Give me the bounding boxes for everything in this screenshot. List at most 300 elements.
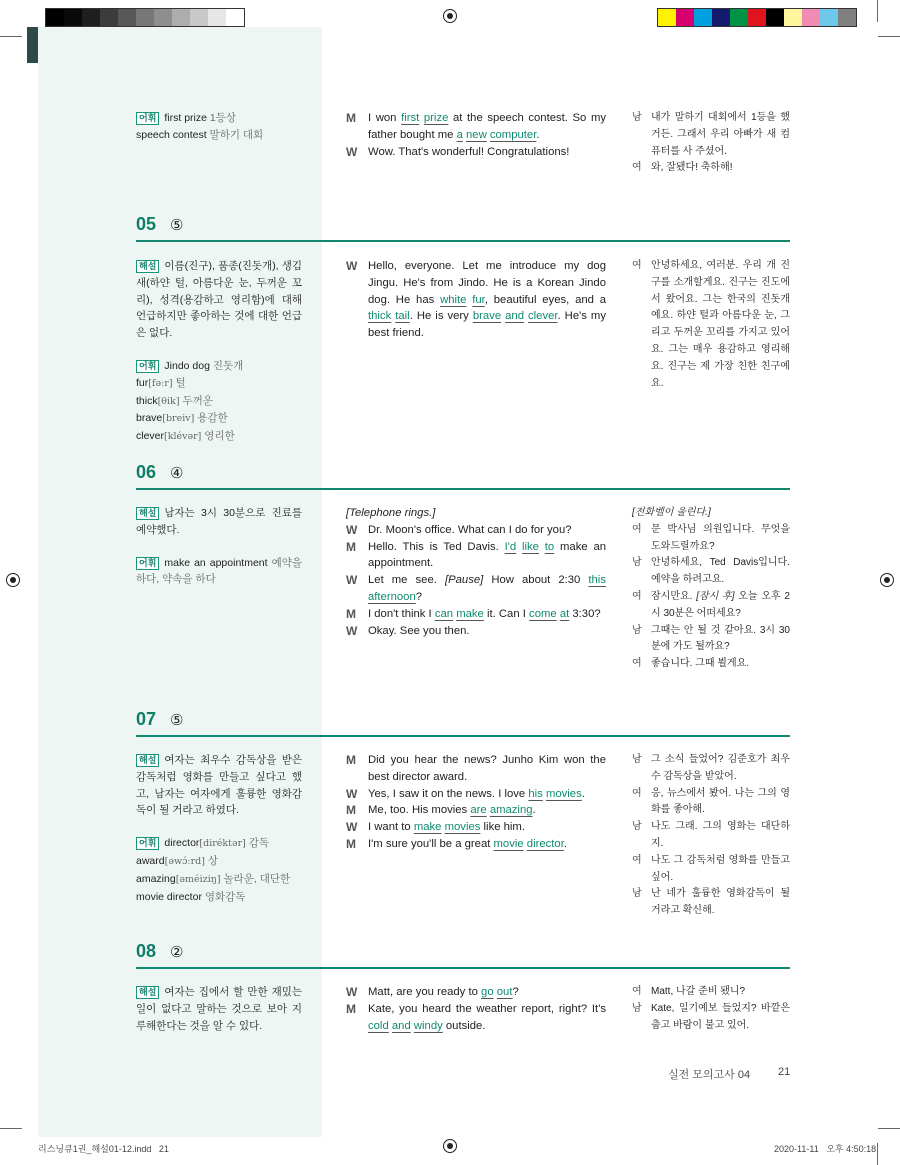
vocab-meaning: 진돗개	[209, 359, 244, 372]
dialogue-text	[368, 836, 606, 853]
text-segment: 오늘 오후 2시 30분은 어떠세요?	[651, 590, 790, 619]
answer-keyword: first	[401, 112, 420, 124]
color-swatch	[676, 9, 694, 26]
text-segment: Kate, 일기예보 들었지? 바깥은 춥고 바람이 불고 있어.	[651, 1002, 790, 1031]
dialogue-text	[368, 802, 606, 819]
speaker-label: M	[346, 111, 356, 125]
dialogue-text	[368, 258, 606, 342]
vocab-word: award	[136, 854, 165, 867]
speaker-label: 여	[632, 854, 642, 866]
answer-keyword: clever	[528, 310, 558, 323]
vocab-meaning: 두꺼운	[179, 394, 213, 407]
speaker-label: 여	[632, 162, 642, 174]
text-segment: 문 박사님 의원입니다. 무엇을 도와드릴까요?	[651, 523, 790, 552]
speaker-label: W	[346, 144, 358, 159]
translation-text	[651, 984, 790, 1001]
text-segment: Wow. That's wonderful! Congratulations!	[368, 145, 570, 158]
korean-translation	[632, 984, 790, 1034]
slug-timestamp: 2020-11-11 오후 4:50:18	[774, 1144, 877, 1154]
text-segment: I don't think I	[368, 607, 435, 620]
speaker-label: 남	[632, 888, 642, 900]
crop-mark	[0, 36, 22, 37]
speaker-label: 여	[632, 523, 642, 535]
dialogue-text	[368, 819, 606, 836]
text-segment: [잠시 후]	[696, 590, 735, 602]
translation-line	[632, 853, 790, 887]
dialogue-text	[368, 539, 606, 573]
speaker-label: M	[346, 836, 356, 851]
text-segment: 안녕하세요, 여러분. 우리 개 진구를 소개할게요. 진구는 진도에서 왔어요. 그는 한국의 진돗개예요. 하얀 털과 아름다운 눈, 그리고 두꺼운 꼬리를 가지고 있어요. 그는 매우 용감하고 영리해요. 진구는 제 가장 친한 친구예요.	[651, 260, 790, 389]
registration-mark-icon	[880, 573, 894, 587]
color-swatch	[730, 9, 748, 26]
text-segment: Hello. This is Ted Davis.	[368, 540, 505, 553]
vocab-meaning: 영리한	[201, 430, 235, 443]
vocab-pronunciation: [fəːr]	[148, 377, 173, 389]
crop-mark	[877, 1143, 878, 1165]
dialogue-line	[346, 836, 606, 853]
text-segment: 난 네가 훌륭한 영화감독이 될 거라고 확신해.	[651, 888, 790, 917]
dialogue-line	[346, 606, 606, 623]
text-segment: Matt, are you ready to	[368, 986, 482, 998]
text-segment: 좋습니다. 그때 뵐게요.	[651, 658, 750, 670]
translation-line	[632, 160, 790, 177]
vocab-word: Jindo dog	[164, 359, 210, 372]
answer-keyword: and	[505, 310, 524, 323]
vocab-word: director	[164, 837, 200, 850]
text-segment: 안녕하세요, Ted Davis입니다. 예약을 하려고요.	[651, 557, 790, 586]
speaker-label: W	[346, 623, 358, 638]
answer-keyword: are	[470, 804, 487, 817]
answer-choice: ④	[170, 465, 184, 482]
question-number: 05	[136, 214, 157, 234]
vocab-entry	[136, 873, 290, 885]
dialogue-line	[346, 1001, 606, 1035]
color-swatch	[748, 9, 766, 26]
crop-mark	[0, 1128, 22, 1129]
vocab-pronunciation: [diréktər]	[199, 838, 246, 850]
dialogue-line	[346, 786, 606, 803]
vocab-entry	[164, 837, 269, 849]
gray-swatch	[118, 9, 136, 26]
text-segment: 잠시만요.	[651, 590, 697, 602]
dialogue-line	[346, 819, 606, 836]
speaker-label: W	[346, 522, 358, 537]
speaker-label: W	[346, 985, 358, 999]
translation-text	[651, 786, 790, 820]
answer-keyword: white	[440, 293, 467, 306]
color-swatch	[766, 9, 784, 26]
section-divider	[136, 735, 790, 737]
answer-keyword: his	[528, 787, 543, 800]
korean-translation	[632, 110, 790, 177]
section-header	[136, 941, 183, 962]
dialogue-text	[368, 786, 606, 803]
speaker-label: M	[346, 606, 356, 621]
gray-swatch	[190, 9, 208, 26]
answer-keyword: movies	[444, 821, 481, 834]
text-segment: 그때는 안 될 것 같아요. 3시 30분에 가도 될까요?	[651, 624, 790, 653]
dialogue-script	[346, 984, 606, 1034]
text-segment: Okay. See you then.	[368, 624, 470, 637]
text-segment: I'm sure you'll be a great	[368, 837, 494, 850]
color-swatch	[838, 9, 856, 26]
dialogue-script	[346, 110, 606, 160]
vocab-word: movie director	[136, 890, 202, 903]
explanation-text: 여자는 집에서 할 만한 재밌는 일이 없다고 말하는 것으로 보아 지루해한다는 것을 알 수 있다.	[136, 986, 302, 1032]
text-segment: Kate, you heard the weather report, right? It's	[368, 1002, 606, 1015]
gray-swatch	[136, 9, 154, 26]
translation-text	[651, 853, 790, 887]
translation-line	[632, 589, 790, 623]
speaker-label: W	[346, 259, 358, 273]
dialogue-text	[368, 110, 606, 144]
dialogue-script	[346, 752, 606, 853]
text-segment: .	[563, 837, 567, 850]
explanation-text: 이름(진구), 품종(진돗개), 생김새(하얀 털, 아름다운 눈, 두꺼운 꼬리), 성격(용감하고 영리함)에 대해 언급하지만 좋아하는 것에 대한 언급은 없다.	[136, 260, 302, 340]
vocab-entry	[136, 557, 302, 586]
explanation-column	[136, 752, 302, 921]
text-segment: How about 2:30	[483, 574, 589, 587]
text-segment: Matt, 나갈 준비 됐니?	[651, 986, 746, 997]
text-segment: 그 소식 들었어? 김준호가 최우수 감독상을 받았어.	[651, 754, 790, 782]
vocab-entry	[136, 129, 263, 141]
gray-swatch	[64, 9, 82, 26]
vocab-word: thick	[136, 394, 158, 407]
vocabulary-block	[136, 110, 302, 144]
vocab-pronunciation: [θik]	[157, 395, 180, 407]
speaker-label: 남	[632, 754, 642, 765]
vocab-word: brave	[136, 412, 163, 425]
gray-swatch	[100, 9, 118, 26]
translation-line	[632, 786, 790, 820]
gray-swatch	[172, 9, 190, 26]
answer-keyword: can	[434, 607, 454, 620]
explanation-block	[136, 505, 302, 539]
vocab-entry	[164, 360, 243, 372]
answer-keyword: like	[522, 540, 539, 553]
gray-swatch	[82, 9, 100, 26]
gray-swatch	[208, 9, 226, 26]
translation-text	[651, 819, 790, 853]
text-segment: Hello, everyone. Let me introduce my dog Jingu. He's from Jindo. He is a Korean Jindo dog. He has	[368, 260, 606, 306]
answer-choice: ②	[170, 944, 184, 961]
speaker-label: M	[346, 1001, 356, 1016]
dialogue-text	[368, 623, 606, 640]
translation-text	[651, 623, 790, 657]
dialogue-line	[346, 522, 606, 539]
vocab-meaning: 영화감독	[201, 890, 246, 903]
page-number: 21	[778, 1066, 791, 1078]
answer-keyword: director	[526, 837, 564, 850]
speaker-label: 여	[632, 986, 642, 997]
vocab-meaning: 용감한	[194, 412, 228, 425]
answer-keyword: fur	[472, 293, 485, 306]
page-tab-marker	[27, 27, 38, 63]
vocabulary-badge: 어휘	[136, 837, 159, 850]
vocab-entry	[136, 412, 228, 424]
text-segment: .	[581, 787, 585, 800]
translation-text	[651, 589, 790, 623]
translation-text	[651, 160, 790, 177]
text-segment: at the speech contest. So my father bought me	[368, 112, 607, 141]
text-segment: ?	[415, 590, 423, 603]
vocab-word: amazing	[136, 872, 176, 885]
slug-filename: 리스닝큐1권_해설01-12.indd 21	[38, 1144, 169, 1154]
text-segment: 내가 말하기 대회에서 1등을 했거든. 그래서 우리 아빠가 새 컴퓨터를 사 주셨어.	[651, 112, 790, 157]
crop-mark	[878, 1128, 900, 1129]
answer-keyword: this	[588, 574, 606, 587]
text-segment: ?	[512, 986, 519, 998]
speaker-label: 여	[632, 787, 642, 799]
vocab-entry	[136, 855, 218, 867]
question-number: 06	[136, 462, 157, 482]
text-segment: 나도 그래. 그의 영화는 대단하지.	[651, 821, 790, 849]
explanation-block	[136, 984, 302, 1034]
answer-keyword: prize	[423, 112, 449, 124]
dialogue-text	[368, 522, 606, 539]
crop-mark	[877, 0, 878, 22]
vocabulary-block	[136, 358, 302, 446]
section-divider	[136, 240, 790, 242]
korean-translation	[632, 505, 790, 673]
translation-line	[632, 623, 790, 657]
vocab-meaning: 상	[204, 854, 218, 867]
text-segment: , beautiful eyes, and a	[484, 293, 607, 306]
text-segment: 응, 뉴스에서 봤어. 나는 그의 영화를 좋아해.	[651, 787, 790, 816]
text-segment: . He is very	[409, 310, 473, 323]
speaker-label: 남	[632, 112, 642, 123]
dialogue-text	[368, 572, 606, 606]
section-divider	[136, 967, 790, 969]
text-segment: .	[536, 128, 540, 141]
explanation-column	[136, 110, 302, 160]
dialogue-text	[368, 1001, 606, 1035]
vocab-word: speech contest	[136, 128, 207, 141]
vocab-pronunciation: [əméiziŋ]	[175, 873, 221, 885]
speaker-label: 남	[632, 821, 642, 833]
answer-keyword: windy	[413, 1019, 443, 1032]
text-segment: Did you hear the news? Junho Kim won the best director award.	[368, 754, 606, 783]
gray-swatch	[226, 9, 244, 26]
korean-stage-direction: [전화벨이 울린다.]	[632, 507, 711, 518]
dialogue-line	[346, 110, 606, 144]
vocab-meaning: 예약을 하다, 약속을 하다	[136, 556, 302, 586]
dialogue-line	[346, 802, 606, 819]
explanation-text: 여자는 최우수 감독상을 받은 감독처럼 영화를 만들고 싶다고 했고, 남자는 여자에게 훌륭한 영화감독이 될 거라고 하였다.	[136, 754, 302, 817]
vocab-pronunciation: [klévər]	[164, 431, 202, 443]
explanation-text: 남자는 3시 30분으로 진료를 예약했다.	[136, 507, 302, 536]
text-segment: Me, too. His movies	[368, 804, 471, 817]
text-segment: I won	[368, 112, 402, 124]
explanation-block	[136, 752, 302, 819]
answer-keyword: movies	[545, 787, 582, 800]
text-segment: make an appointment.	[368, 540, 607, 570]
speaker-label: 여	[632, 658, 642, 670]
translation-line	[632, 258, 790, 392]
registration-mark-icon	[6, 573, 20, 587]
translation-line	[632, 819, 790, 853]
explanation-column	[136, 505, 302, 604]
answer-keyword: to	[544, 540, 555, 553]
explanation-badge: 해설	[136, 986, 159, 999]
explanation-badge: 해설	[136, 507, 159, 520]
explanation-block	[136, 258, 302, 342]
answer-keyword: afternoon	[368, 590, 416, 603]
speaker-label: 여	[632, 590, 642, 602]
speaker-label: M	[346, 803, 356, 818]
translation-text	[651, 555, 790, 589]
speaker-label: M	[346, 753, 356, 767]
color-swatch	[820, 9, 838, 26]
text-segment: Yes, I saw it on the news. I love	[368, 787, 529, 800]
dialogue-text	[368, 984, 606, 1001]
translation-line	[632, 555, 790, 589]
registration-mark-icon	[443, 9, 457, 23]
color-swatch	[712, 9, 730, 26]
section-header	[136, 462, 183, 483]
gray-color-bar	[45, 8, 245, 27]
dialogue-line	[346, 572, 606, 606]
vocabulary-badge: 어휘	[136, 360, 159, 373]
translation-text	[651, 656, 790, 673]
speaker-label: 여	[632, 260, 642, 271]
answer-keyword: out	[496, 986, 513, 998]
answer-keyword: brave	[472, 310, 502, 323]
section-divider	[136, 488, 790, 490]
color-swatch	[694, 9, 712, 26]
answer-keyword: amazing	[489, 804, 533, 817]
text-segment: Let me see.	[368, 574, 445, 587]
explanation-badge: 해설	[136, 754, 159, 767]
dialogue-text	[368, 752, 606, 786]
answer-keyword: tail	[395, 310, 410, 323]
explanation-badge: 해설	[136, 260, 159, 273]
answer-keyword: I'd	[504, 540, 517, 553]
dialogue-script	[346, 258, 606, 342]
vocab-entry	[136, 891, 245, 903]
dialogue-line	[346, 539, 606, 573]
translation-line	[632, 886, 790, 920]
vocabulary-badge: 어휘	[136, 112, 159, 125]
text-segment: like him.	[480, 821, 525, 834]
answer-choice: ⑤	[170, 712, 184, 729]
vocab-entry	[136, 430, 235, 442]
vocabulary-badge: 어휘	[136, 557, 159, 570]
vocab-entry	[136, 395, 213, 407]
color-swatch	[784, 9, 802, 26]
answer-keyword: at	[559, 607, 570, 620]
vocab-pronunciation: [əwɔ́ːrd]	[164, 855, 205, 867]
text-segment: 3:30?	[569, 607, 601, 620]
translation-line	[632, 1001, 790, 1035]
speaker-label: W	[346, 573, 358, 588]
translation-text	[651, 752, 790, 786]
dialogue-line	[346, 623, 606, 640]
answer-keyword: computer	[489, 128, 537, 141]
vocab-meaning: 감독	[245, 837, 270, 850]
vocab-word: first prize	[164, 112, 207, 124]
section-header	[136, 709, 183, 730]
color-swatch	[658, 9, 676, 26]
answer-keyword: movie	[493, 837, 524, 850]
vocab-pronunciation: [breiv]	[162, 413, 195, 425]
speaker-label: 남	[632, 557, 642, 569]
dialogue-script	[346, 505, 606, 639]
answer-choice: ⑤	[170, 217, 184, 234]
text-segment: Dr. Moon's office. What can I do for you?	[368, 523, 572, 536]
vocab-meaning: 1등상	[206, 112, 237, 124]
footer-section-title: 실전 모의고사 04	[668, 1069, 751, 1081]
dialogue-line	[346, 144, 606, 161]
explanation-column	[136, 984, 302, 1050]
translation-line	[632, 656, 790, 673]
translation-text	[651, 1001, 790, 1035]
explanation-column	[136, 258, 302, 462]
answer-keyword: a	[456, 128, 463, 141]
answer-keyword: make	[456, 607, 484, 620]
vocab-entry	[164, 112, 236, 124]
vocab-word: fur	[136, 376, 149, 389]
dialogue-line	[346, 258, 606, 342]
dialogue-text	[368, 144, 606, 161]
question-number: 07	[136, 709, 157, 729]
speaker-label: 남	[632, 1002, 642, 1014]
translation-line	[632, 522, 790, 556]
translation-text	[651, 258, 790, 392]
answer-keyword: new	[466, 128, 487, 141]
dialogue-line	[346, 984, 606, 1001]
speaker-label: W	[346, 820, 358, 835]
text-segment: [Pause]	[444, 574, 484, 587]
translation-line	[632, 752, 790, 786]
dialogue-line	[346, 752, 606, 786]
stage-direction: [Telephone rings.]	[346, 507, 436, 519]
translation-text	[651, 886, 790, 920]
vocab-meaning: 털	[172, 376, 186, 389]
answer-keyword: thick	[368, 310, 392, 323]
vocab-meaning: 말하기 대회	[206, 128, 264, 141]
answer-keyword: come	[529, 607, 557, 620]
color-swatch	[802, 9, 820, 26]
korean-translation	[632, 752, 790, 920]
dialogue-text	[368, 606, 606, 623]
text-segment: 와, 잘됐다! 축하해!	[651, 162, 733, 174]
gray-swatch	[154, 9, 172, 26]
text-segment: 나도 그 감독처럼 영화를 만들고 싶어.	[651, 854, 790, 883]
cmyk-color-bar	[657, 8, 857, 27]
registration-mark-icon	[443, 1139, 457, 1153]
answer-keyword: make	[413, 821, 442, 834]
speaker-label: 남	[632, 624, 642, 636]
text-segment: .	[532, 804, 536, 817]
vocab-meaning: 놀라운, 대단한	[220, 872, 291, 885]
gray-swatch	[46, 9, 64, 26]
answer-keyword: cold	[368, 1019, 389, 1032]
text-segment: I want to	[368, 821, 414, 834]
answer-keyword: and	[391, 1019, 411, 1032]
vocab-word: make an appointment	[164, 556, 268, 569]
crop-mark	[878, 36, 900, 37]
translation-text	[651, 522, 790, 556]
translation-text	[651, 110, 790, 160]
text-segment: outside.	[442, 1019, 486, 1032]
translation-line	[632, 984, 790, 1001]
text-segment: it. Can I	[483, 607, 530, 620]
section-header	[136, 214, 183, 235]
translation-line	[632, 110, 790, 160]
speaker-label: W	[346, 786, 358, 801]
vocabulary-block	[136, 555, 302, 589]
